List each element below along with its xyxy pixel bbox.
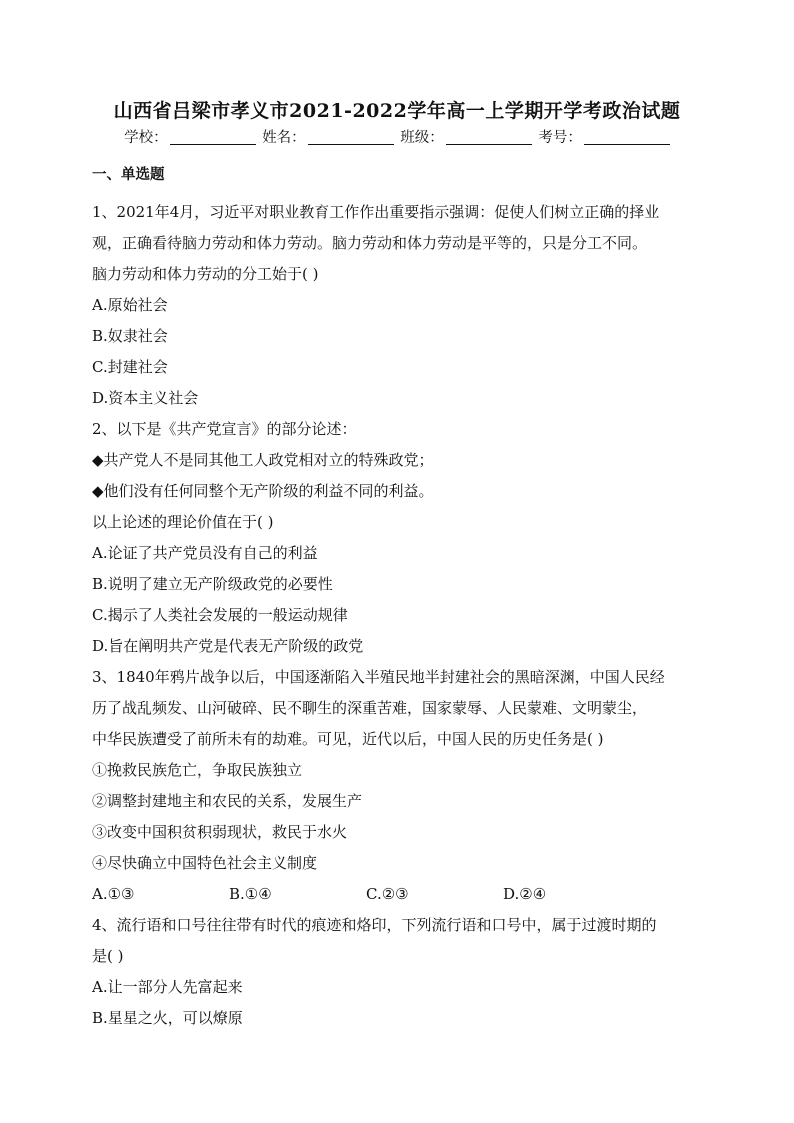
school-blank[interactable] xyxy=(170,130,256,145)
option-c: C.封建社会 xyxy=(92,358,168,376)
exam-number-blank[interactable] xyxy=(584,130,670,145)
student-info-row xyxy=(0,126,794,147)
option-d: D.②④ xyxy=(503,885,547,903)
option-b: B.说明了建立无产阶级政党的必要性 xyxy=(92,575,333,593)
name-label: 姓名： xyxy=(262,130,306,146)
question-text-line: 以上论述的理论价值在于( ) xyxy=(92,513,274,531)
option-a: A.原始社会 xyxy=(92,296,168,314)
class-field xyxy=(400,126,532,147)
exam-number-label: 考号： xyxy=(538,130,582,146)
question-text-line: 脑力劳动和体力劳动的分工始于( ) xyxy=(92,265,319,283)
option-a: A.让一部分人先富起来 xyxy=(92,978,243,996)
option-b: B.星星之火，可以燎原 xyxy=(92,1009,243,1027)
question-2 xyxy=(92,414,704,662)
option-d: D.旨在阐明共产党是代表无产阶级的政党 xyxy=(92,637,364,655)
question-3 xyxy=(92,662,704,910)
options-row xyxy=(92,879,704,910)
statement-1: ①挽救民族危亡，争取民族独立 xyxy=(92,761,303,779)
school-label: 学校： xyxy=(124,130,168,146)
option-d: D.资本主义社会 xyxy=(92,389,199,407)
question-text-line: 中华民族遭受了前所未有的劫难。可见，近代以后，中国人民的历史任务是( ) xyxy=(92,730,604,748)
school-field xyxy=(124,126,256,147)
option-c: C.揭示了人类社会发展的一般运动规律 xyxy=(92,606,348,624)
question-1 xyxy=(92,197,704,414)
name-field xyxy=(262,126,394,147)
question-text-line: 3、1840年鸦片战争以后，中国逐渐陷入半殖民地半封建社会的黑暗深渊，中国人民经 xyxy=(92,668,665,686)
option-c: C.②③ xyxy=(366,885,409,903)
statement-4: ④尽快确立中国特色社会主义制度 xyxy=(92,854,318,872)
question-text-line: 是( ) xyxy=(92,947,124,965)
statement-3: ③改变中国积贫积弱现状，救民于水火 xyxy=(92,823,348,841)
option-a: A.①③ xyxy=(92,885,135,903)
question-text-line: 观，正确看待脑力劳动和体力劳动。脑力劳动和体力劳动是平等的，只是分工不同。 xyxy=(92,234,648,252)
option-a: A.论证了共产党员没有自己的利益 xyxy=(92,544,318,562)
quote-line: ◆共产党人不是同其他工人政党相对立的特殊政党； xyxy=(92,451,434,469)
exam-title: 山西省吕梁市孝义市2021-2022学年高一上学期开学考政治试题 xyxy=(113,100,681,122)
statement-2: ②调整封建地主和农民的关系，发展生产 xyxy=(92,792,363,810)
exam-number-field xyxy=(538,126,670,147)
section-heading: 一、单选题 xyxy=(92,166,165,183)
name-blank[interactable] xyxy=(308,130,394,145)
question-text-line: 历了战乱频发、山河破碎、民不聊生的深重苦难，国家蒙辱、人民蒙难、文明蒙尘， xyxy=(92,699,648,717)
quote-line: ◆他们没有任何同整个无产阶级的利益不同的利益。 xyxy=(92,482,434,500)
question-4 xyxy=(92,910,704,1034)
exam-content xyxy=(92,164,704,1034)
question-text-line: 2、以下是《共产党宣言》的部分论述： xyxy=(92,420,357,438)
option-b: B.①④ xyxy=(229,885,272,903)
question-text-line: 1、2021年4月，习近平对职业教育工作作出重要指示强调：促使人们树立正确的择业 xyxy=(92,203,660,221)
option-b: B.奴隶社会 xyxy=(92,327,168,345)
class-label: 班级： xyxy=(400,130,444,146)
class-blank[interactable] xyxy=(446,130,532,145)
question-text-line: 4、流行语和口号往往带有时代的痕迹和烙印，下列流行语和口号中，属于过渡时期的 xyxy=(92,916,657,934)
